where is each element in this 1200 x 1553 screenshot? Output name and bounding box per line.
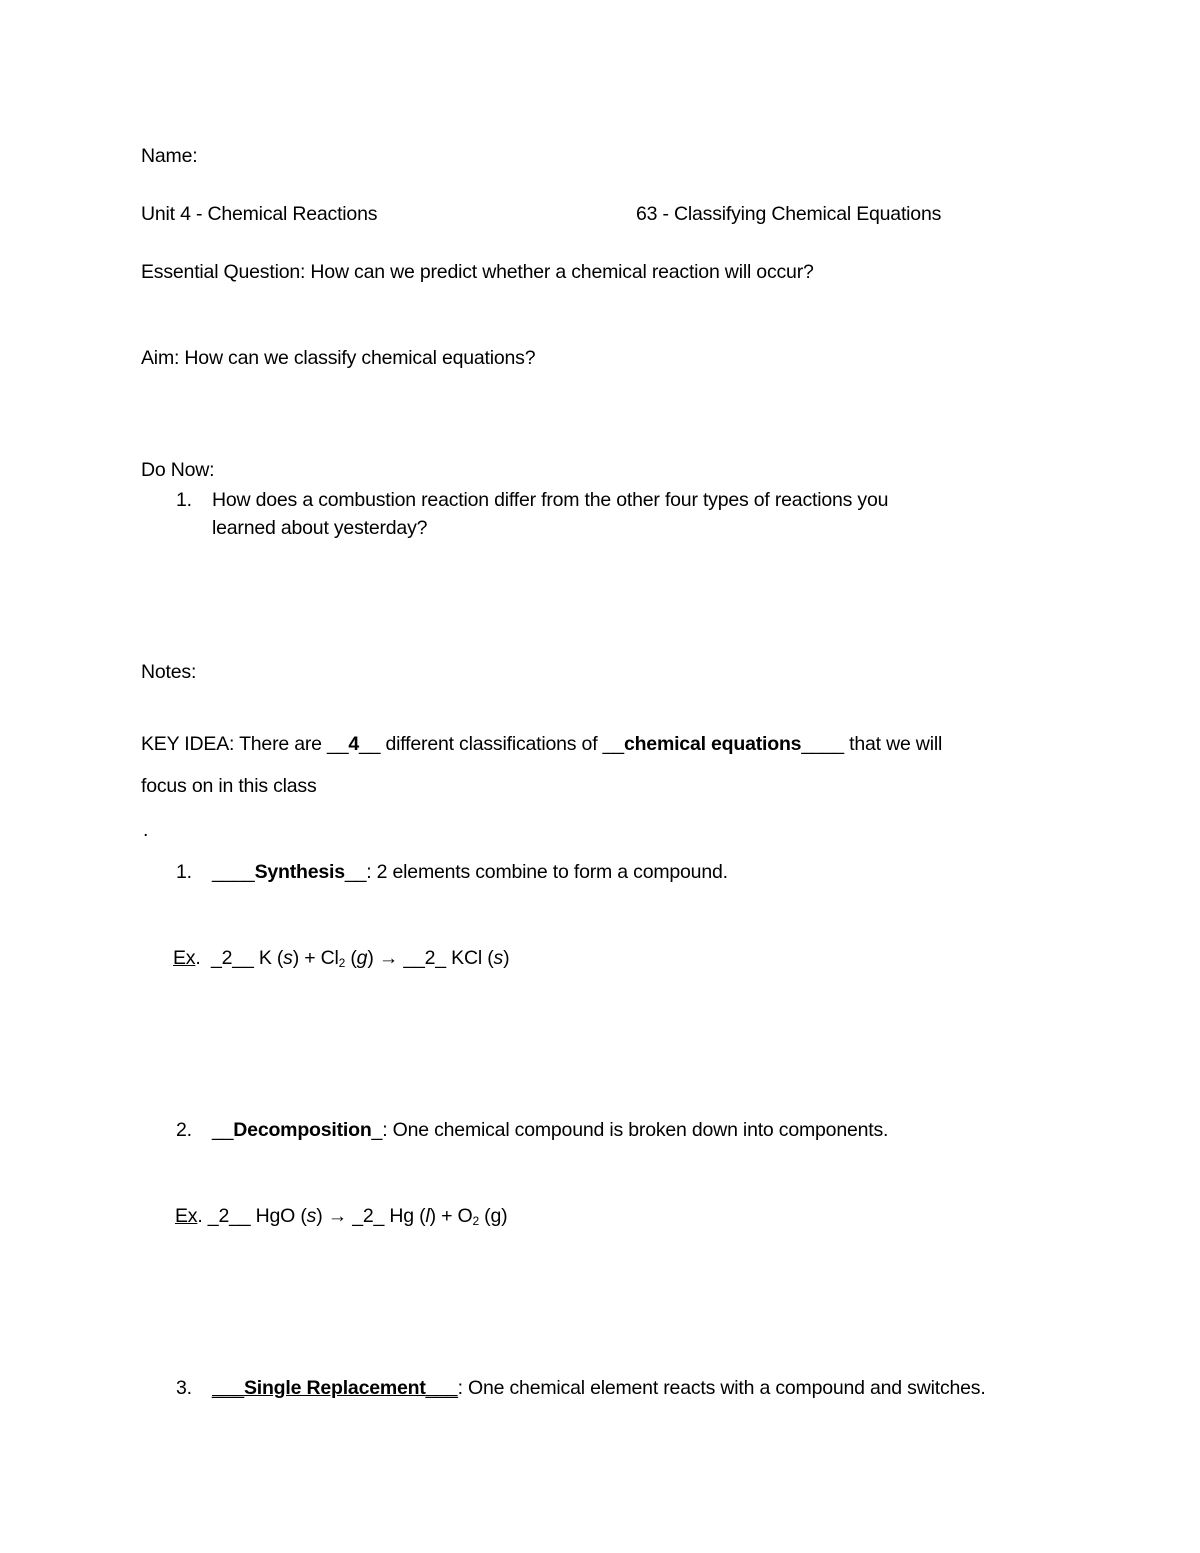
key-idea-middle: different classifications of (380, 733, 603, 755)
item-1-heading (212, 863, 728, 883)
item-1-r2-end: ) → (367, 947, 404, 969)
item-2-example-label: Ex (175, 1205, 198, 1227)
item-2-heading (212, 1121, 888, 1141)
essential-question: Essential Question: How can we predict whether a chemical reaction will occur? (141, 261, 814, 283)
item-1-definition: : 2 elements combine to form a compound. (366, 861, 728, 883)
do-now-q1-line1: How does a combustion reaction differ from the other four types of reactions you (212, 489, 889, 511)
item-2-r1-state: s (306, 1205, 317, 1227)
item-1-blank-post: __ (344, 861, 367, 883)
item-2-p2: (g) (478, 1205, 508, 1227)
item-1-coef2: __2_ (403, 947, 446, 969)
item-1-blank-pre: ____ (212, 861, 255, 883)
key-idea-blank2-pre: __ (602, 733, 624, 755)
item-1-p1-state: s (493, 947, 504, 969)
item-1-coef1: _2__ (211, 947, 254, 969)
do-now-label: Do Now: (141, 459, 215, 481)
key-idea-line1 (141, 735, 942, 755)
key-idea-line2: focus on in this class (141, 775, 317, 797)
item-1-r1-end: ) + Cl (292, 947, 339, 969)
lesson-title: 63 - Classifying Chemical Equations (636, 203, 942, 225)
item-2-example (175, 1207, 507, 1227)
item-1-example-dot: . (195, 947, 201, 969)
item-1-example (173, 949, 509, 969)
item-2-p1: Hg ( (384, 1205, 426, 1227)
item-3-heading (212, 1379, 986, 1399)
name-label: Name: (141, 145, 198, 167)
do-now-q1-number: 1. (176, 489, 192, 511)
item-2-definition: : One chemical compound is broken down into components. (382, 1119, 889, 1141)
item-3-number: 3. (176, 1377, 192, 1399)
item-1-number: 1. (176, 861, 192, 883)
item-2-r1: HgO ( (250, 1205, 307, 1227)
item-1-term: Synthesis (254, 861, 345, 883)
item-2-number: 2. (176, 1119, 192, 1141)
item-1-r2: ( (345, 947, 357, 969)
key-idea-count: 4 (348, 733, 359, 755)
item-2-p2-sub: 2 (472, 1214, 479, 1228)
item-2-term: Decomposition (233, 1119, 372, 1141)
item-1-r1-state: s (283, 947, 293, 969)
item-1-example-label: Ex (173, 947, 196, 969)
item-2-coef2: _2_ (352, 1205, 385, 1227)
item-3-blank-post: ___ (425, 1377, 458, 1399)
item-2-example-dot: . (197, 1205, 203, 1227)
item-2-p1-end: ) + O (429, 1205, 473, 1227)
item-1-r2-state: g (356, 947, 368, 969)
unit-title: Unit 4 - Chemical Reactions (141, 203, 378, 225)
item-3-blank-pre: ___ (212, 1377, 244, 1399)
item-3-term: Single Replacement (243, 1377, 426, 1399)
key-idea-suffix: that we will (843, 733, 943, 755)
item-2-blank-post: _ (371, 1119, 383, 1141)
item-2-coef1: _2__ (207, 1205, 251, 1227)
key-idea-prefix: KEY IDEA: There are (141, 733, 328, 755)
key-idea-term: chemical equations (623, 733, 802, 755)
item-1-r1: K ( (253, 947, 284, 969)
item-2-p1-state: l (425, 1205, 430, 1227)
do-now-q1-line2: learned about yesterday? (212, 517, 428, 539)
item-2-r1-end: ) → (316, 1205, 353, 1227)
item-1-p1-end: ) (503, 947, 510, 969)
item-1-p1: KCl ( (445, 947, 494, 969)
key-idea-blank1-post: __ (359, 733, 381, 755)
notes-label: Notes: (141, 661, 197, 683)
item-3-definition: : One chemical element reacts with a compound and switches. (457, 1377, 986, 1399)
stray-dot: . (143, 819, 149, 841)
key-idea-blank2-post: ____ (801, 733, 844, 755)
key-idea-blank1-pre: __ (327, 733, 349, 755)
item-1-r2-sub: 2 (338, 956, 346, 970)
aim: Aim: How can we classify chemical equations? (141, 347, 536, 369)
item-2-blank-pre: __ (212, 1119, 234, 1141)
